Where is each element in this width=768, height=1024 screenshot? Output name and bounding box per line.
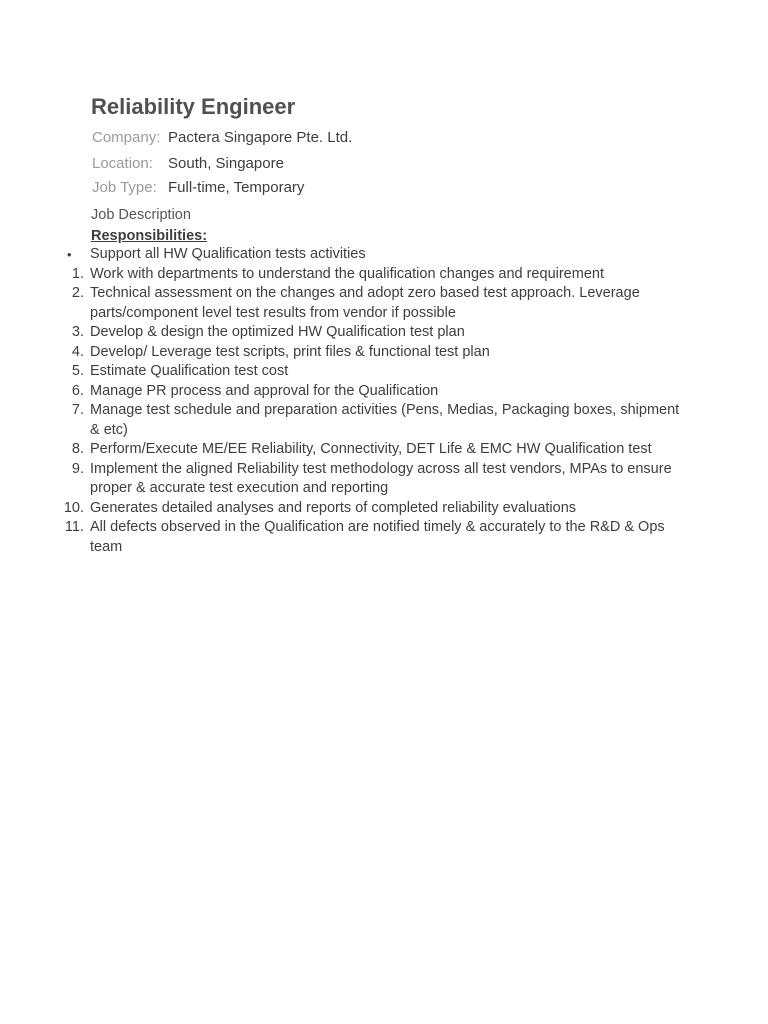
list-number: 2. [71, 285, 84, 301]
list-item-text: Develop & design the optimized HW Qualification test plan [90, 324, 465, 340]
list-item-text: Estimate Qualification test cost [90, 363, 289, 379]
list-item-text: Manage PR process and approval for the Qualification [90, 382, 439, 399]
list-number: 5. [71, 363, 84, 379]
responsibilities-heading: Responsibilities: [91, 228, 208, 244]
list-number: 11. [64, 519, 84, 535]
job-type-row [92, 177, 304, 199]
job-description-heading: Job Description [91, 207, 191, 223]
list-item [0, 382, 768, 402]
company-value: Pactera Singapore Pte. Ltd. [168, 129, 353, 146]
list-item [0, 284, 768, 323]
list-item [0, 343, 768, 363]
location-label: Location: [92, 155, 153, 172]
list-item-text: Implement the aligned Reliability test methodology across all test vendors, MPAs to ensure proper & accurate test execution and reporting [90, 460, 672, 496]
job-title: Reliability Engineer [91, 94, 296, 119]
bullet-marker: • [67, 247, 72, 262]
list-number: 8. [71, 441, 84, 457]
list-item [0, 440, 768, 460]
list-item [0, 323, 768, 343]
list-item [0, 401, 768, 440]
list-item [0, 460, 768, 499]
location-row [92, 153, 284, 175]
list-number: 3. [71, 324, 84, 340]
list-number: 9. [71, 460, 84, 477]
company-label: Company: [92, 129, 161, 146]
list-number: 6. [71, 382, 84, 399]
list-item [0, 265, 768, 285]
list-number: 1. [71, 265, 84, 282]
list-item-text: Develop/ Leverage test scripts, print files & functional test plan [90, 343, 490, 360]
job-type-value: Full-time, Temporary [168, 179, 305, 196]
list-item [0, 518, 768, 557]
list-item-text: Support all HW Qualification tests activities [90, 246, 366, 262]
location-value: South, Singapore [168, 155, 284, 172]
company-row [92, 127, 352, 149]
list-number: 10. [63, 499, 84, 516]
list-item [0, 245, 768, 265]
list-item [0, 362, 768, 382]
list-number: 4. [71, 343, 84, 360]
list-number: 7. [71, 402, 84, 418]
list-item-text: Perform/Execute ME/EE Reliability, Connectivity, DET Life & EMC HW Qualification test [90, 441, 652, 457]
list-item-text: Work with departments to understand the qualification changes and requirement [90, 265, 604, 282]
list-item-text: All defects observed in the Qualification are notified timely & accurately to the R&D & Ops team [90, 519, 665, 555]
list-item-text: Technical assessment on the changes and adopt zero based test approach. Leverage parts/component level test results from vendor if possible [90, 285, 640, 321]
list-item-text: Generates detailed analyses and reports of completed reliability evaluations [90, 499, 577, 516]
job-type-label: Job Type: [92, 179, 157, 196]
list-item-text: Manage test schedule and preparation activities (Pens, Medias, Packaging boxes, shipment & etc) [90, 402, 680, 438]
responsibilities-list [0, 245, 768, 557]
list-item [0, 499, 768, 519]
